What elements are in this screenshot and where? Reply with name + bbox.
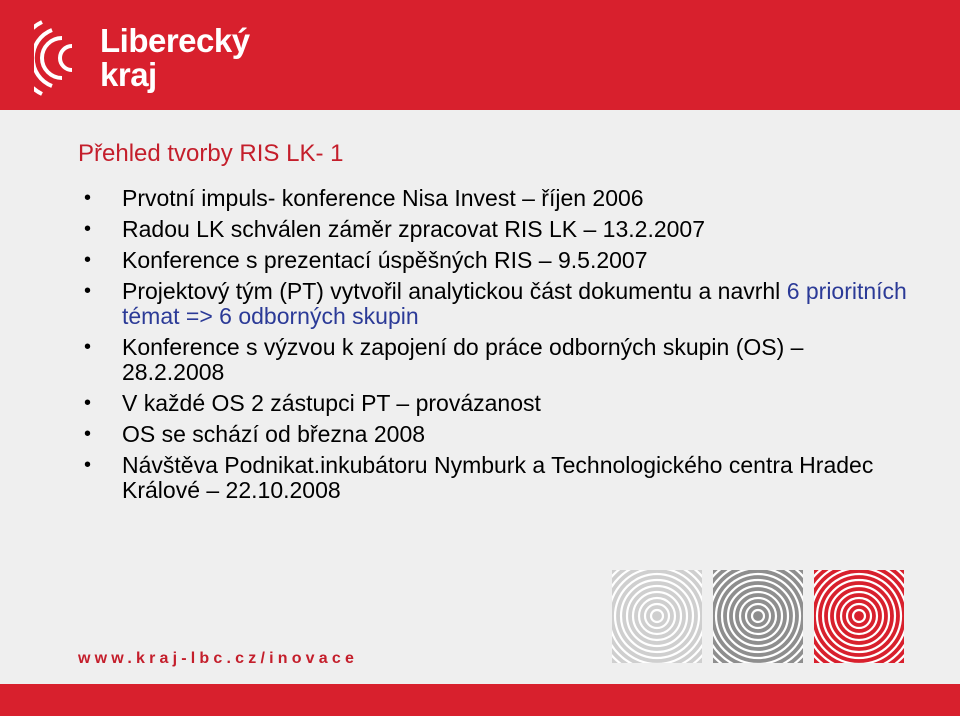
concentric-circles-icon (814, 570, 904, 663)
bullet-item (122, 422, 912, 447)
bullet-item (122, 217, 912, 242)
bullet-text: V každé OS 2 zástupci PT – provázanost (122, 390, 541, 416)
logo-line-2: kraj (100, 56, 157, 93)
bullet-item (122, 248, 912, 273)
bullet-text: Radou LK schválen záměr zpracovat RIS LK – 13.2.2007 (122, 216, 706, 242)
bullet-text: Konference s výzvou k zapojení do práce odborných skupin (OS) – 28.2.2008 (122, 334, 804, 385)
bullet-item (122, 279, 912, 329)
bullet-text: Návštěva Podnikat.inkubátoru Nymburk a Technologického centra Hradec Králové – 22.10.2008 (122, 452, 874, 503)
bullet-item (122, 186, 912, 211)
concentric-circles-icon (612, 570, 702, 663)
footer-bar (0, 684, 960, 716)
bullet-item (122, 391, 912, 416)
logo-text (100, 24, 250, 92)
bullet-item (122, 453, 912, 503)
liberecky-kraj-logo (34, 16, 250, 100)
website-url[interactable]: www.kraj-lbc.cz/inovace (78, 650, 359, 667)
logo-arcs-icon (34, 16, 94, 100)
bullet-list (122, 186, 912, 509)
bullet-text: Projektový tým (PT) vytvořil analytickou část dokumentu a navrhl (122, 278, 787, 304)
bullet-item (122, 335, 912, 385)
slide-title: Přehled tvorby RIS LK- 1 (78, 140, 344, 167)
bullet-text: OS se schází od března 2008 (122, 421, 426, 447)
bullet-text: Prvotní impuls- konference Nisa Invest – říjen 2006 (122, 185, 644, 211)
header-bar (0, 0, 960, 110)
logo-line-1: Liberecký (100, 22, 250, 59)
concentric-circles-icon (713, 570, 803, 663)
decorative-tiles (612, 570, 904, 663)
bullet-highlight: 6 prioritních témat => 6 odborných skupin (122, 278, 907, 329)
bullet-text: Konference s prezentací úspěšných RIS – 9.5.2007 (122, 247, 648, 273)
